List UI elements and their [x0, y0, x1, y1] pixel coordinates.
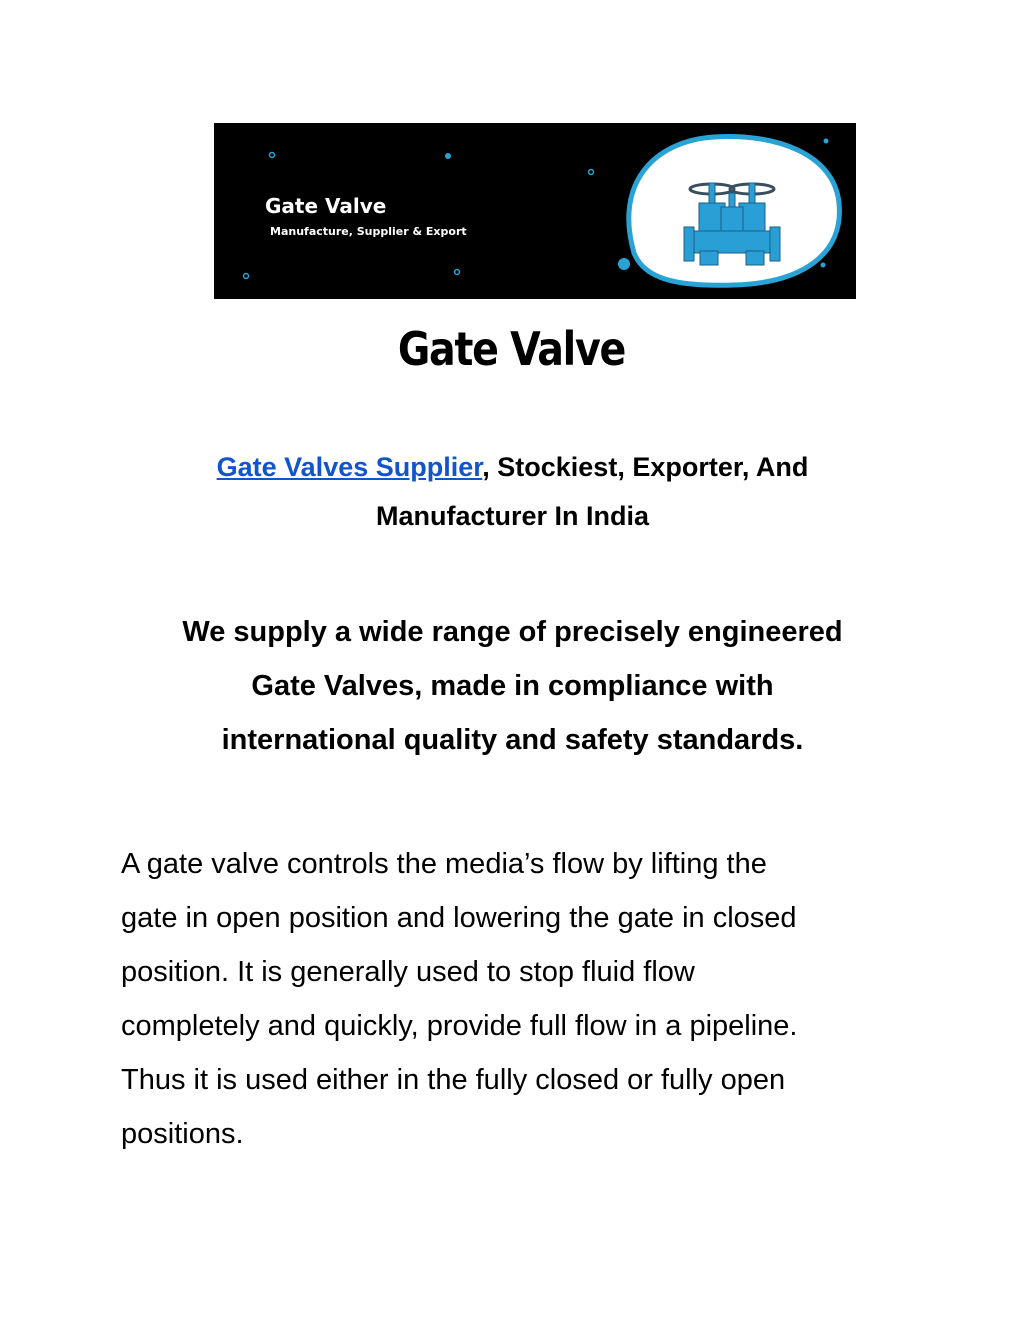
body-line: completely and quickly, provide full flow in a pipeline.: [121, 1010, 798, 1042]
gate-valves-supplier-link[interactable]: Gate Valves Supplier: [216, 452, 483, 482]
page-title: Gate Valve: [397, 322, 625, 376]
body-line: A gate valve controls the media’s flow by lifting the: [121, 848, 767, 880]
subheading-text-line2: Manufacturer In India: [375, 501, 650, 531]
banner-tagline: Manufacture, Supplier & Export: [270, 225, 467, 238]
decor-dot: [824, 139, 829, 144]
banner-title: Gate Valve: [265, 194, 387, 218]
decor-dot: [445, 153, 451, 159]
intro-paragraph: [120, 605, 905, 767]
frame-knob: [618, 258, 630, 270]
intro-line: Gate Valves, made in compliance with: [251, 670, 774, 702]
header-banner-image: [214, 123, 856, 299]
decor-dot: [244, 274, 249, 279]
body-line: gate in open position and lowering the gate in closed: [121, 902, 797, 934]
decor-dot: [589, 170, 594, 175]
body-line: positions.: [121, 1118, 244, 1150]
subheading-text: , Stockiest, Exporter, And: [482, 452, 809, 482]
decor-dot: [821, 263, 826, 268]
body-line: position. It is generally used to stop fluid flow: [121, 956, 695, 988]
subheading: [120, 443, 905, 541]
intro-line: We supply a wide range of precisely engineered: [182, 616, 843, 648]
decor-dot: [270, 153, 275, 158]
body-line: Thus it is used either in the fully closed or fully open: [121, 1064, 786, 1096]
body-paragraph: [121, 837, 921, 1161]
intro-line: international quality and safety standards.: [221, 724, 804, 756]
decor-dot: [455, 270, 460, 275]
